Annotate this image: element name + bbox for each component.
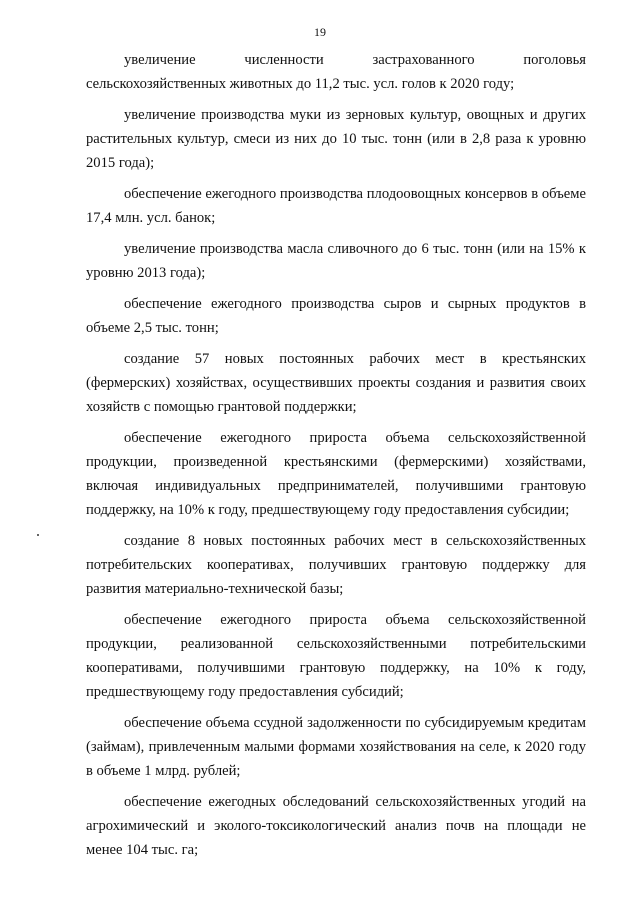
page-number: 19	[314, 25, 326, 39]
paragraph-3: обеспечение ежегодного производства плодоовощных консервов в объеме 17,4 млн. усл. банок;	[86, 186, 586, 226]
paragraph-7: обеспечение ежегодного прироста объема сельскохозяйственной продукции, произведенной крестьянскими (фермерскими) хозяйствами, включая индивидуальных предпринимателей, получившими грантовую поддержку, на 10% к году, предшествующему году предоставления субсидии;	[86, 430, 586, 518]
paragraph-11: обеспечение ежегодных обследований сельскохозяйственных угодий на агрохимический и эколого-токсикологический анализ почв на площади не менее 104 тыс. га;	[86, 794, 586, 858]
paragraph-10: обеспечение объема ссудной задолженности по субсидируемым кредитам (займам), привлеченным малыми формами хозяйствования на селе, к 2020 году в объеме 1 млрд. рублей;	[86, 715, 586, 779]
paragraph-4: увеличение производства масла сливочного до 6 тыс. тонн (или на 15% к уровню 2013 года);	[86, 241, 586, 281]
paragraph-2: увеличение производства муки из зерновых культур, овощных и других растительных культур, смеси из них до 10 тыс. тонн (или в 2,8 раза к уровню 2015 года);	[86, 107, 586, 171]
scan-speck	[37, 534, 39, 536]
paragraph-5: обеспечение ежегодного производства сыров и сырных продуктов в объеме 2,5 тыс. тонн;	[86, 296, 586, 336]
document-body	[86, 48, 586, 869]
paragraph-1: увеличение численности застрахованного поголовья сельскохозяйственных животных до 11,2 тыс. усл. голов к 2020 году;	[86, 52, 586, 92]
paragraph-6: создание 57 новых постоянных рабочих мест в крестьянских (фермерских) хозяйствах, осуществивших проекты создания и развития своих хозяйств с помощью грантовой поддержки;	[86, 351, 586, 415]
paragraph-8: создание 8 новых постоянных рабочих мест в сельскохозяйственных потребительских кооперативах, получивших грантовую поддержку для развития материально-технической базы;	[86, 533, 586, 597]
paragraph-9: обеспечение ежегодного прироста объема сельскохозяйственной продукции, реализованной сельскохозяйственными потребительскими кооперативами, получившими грантовую поддержку, на 10% к году, предшествующему году предоставления субсидий;	[86, 612, 586, 700]
